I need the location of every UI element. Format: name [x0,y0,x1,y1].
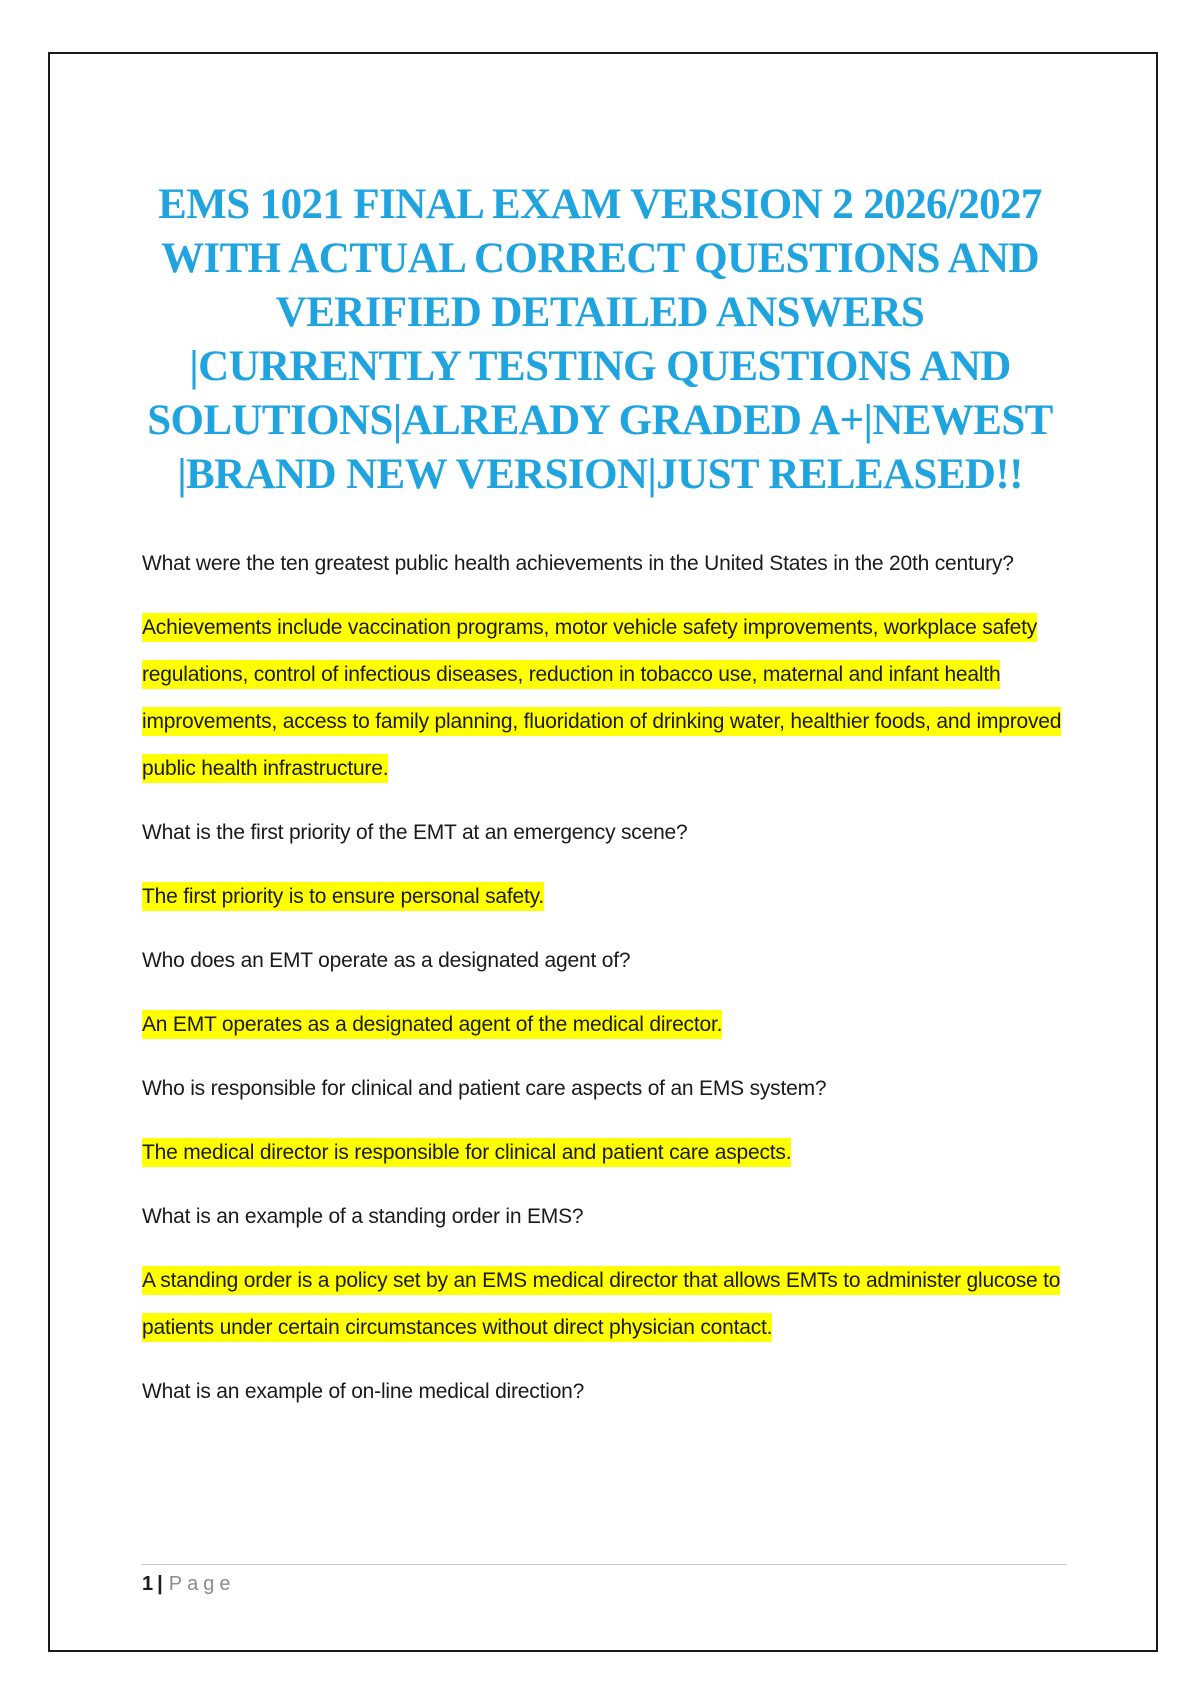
answer-text [142,873,1072,920]
title-line: EMS 1021 FINAL EXAM VERSION 2 2026/2027 [158,181,1042,228]
title-line: WITH ACTUAL CORRECT QUESTIONS AND [161,235,1039,282]
answer-text [142,1257,1072,1351]
answer-text [142,1001,1072,1048]
question-text: Who does an EMT operate as a designated agent of? [142,949,631,972]
page-number: 1 [142,1573,154,1595]
answer-highlight: Achievements include vaccination programs, motor vehicle safety improvements, workplace safety regulations, control of infectious diseases, reduction in tobacco use, maternal and infant health improvements, access to family planning, fluoridation of drinking water, healthier foods, and improved public health infrastructure. [142,613,1061,783]
title-line: SOLUTIONS|ALREADY GRADED A+|NEWEST [147,397,1053,444]
page-label: Page [168,1573,236,1595]
answer-highlight: An EMT operates as a designated agent of the medical director. [142,1010,722,1039]
answer-highlight: The medical director is responsible for clinical and patient care aspects. [142,1138,791,1167]
footer-divider [142,1564,1066,1565]
question-text: What is the first priority of the EMT at an emergency scene? [142,821,688,844]
question-text: What were the ten greatest public health achievements in the United States in the 20th century? [142,552,1014,575]
title-line: |CURRENTLY TESTING QUESTIONS AND [189,343,1011,390]
answer-highlight: The first priority is to ensure personal safety. [142,882,544,911]
title-line: VERIFIED DETAILED ANSWERS [275,289,925,336]
question-text: Who is responsible for clinical and patient care aspects of an EMS system? [142,1077,827,1100]
answer-highlight: A standing order is a policy set by an EMS medical director that allows EMTs to administer glucose to patients under certain circumstances without direct physician contact. [142,1266,1060,1342]
question-text: What is an example of a standing order in EMS? [142,1205,584,1228]
page-footer [142,1570,235,1598]
footer-separator: | [157,1573,163,1595]
answer-text [142,604,1072,792]
question-text: What is an example of on-line medical direction? [142,1380,585,1403]
title-line: |BRAND NEW VERSION|JUST RELEASED!! [177,451,1023,498]
document-title [100,178,1100,502]
question-answer-list [142,540,1072,1432]
answer-text [142,1129,1072,1176]
